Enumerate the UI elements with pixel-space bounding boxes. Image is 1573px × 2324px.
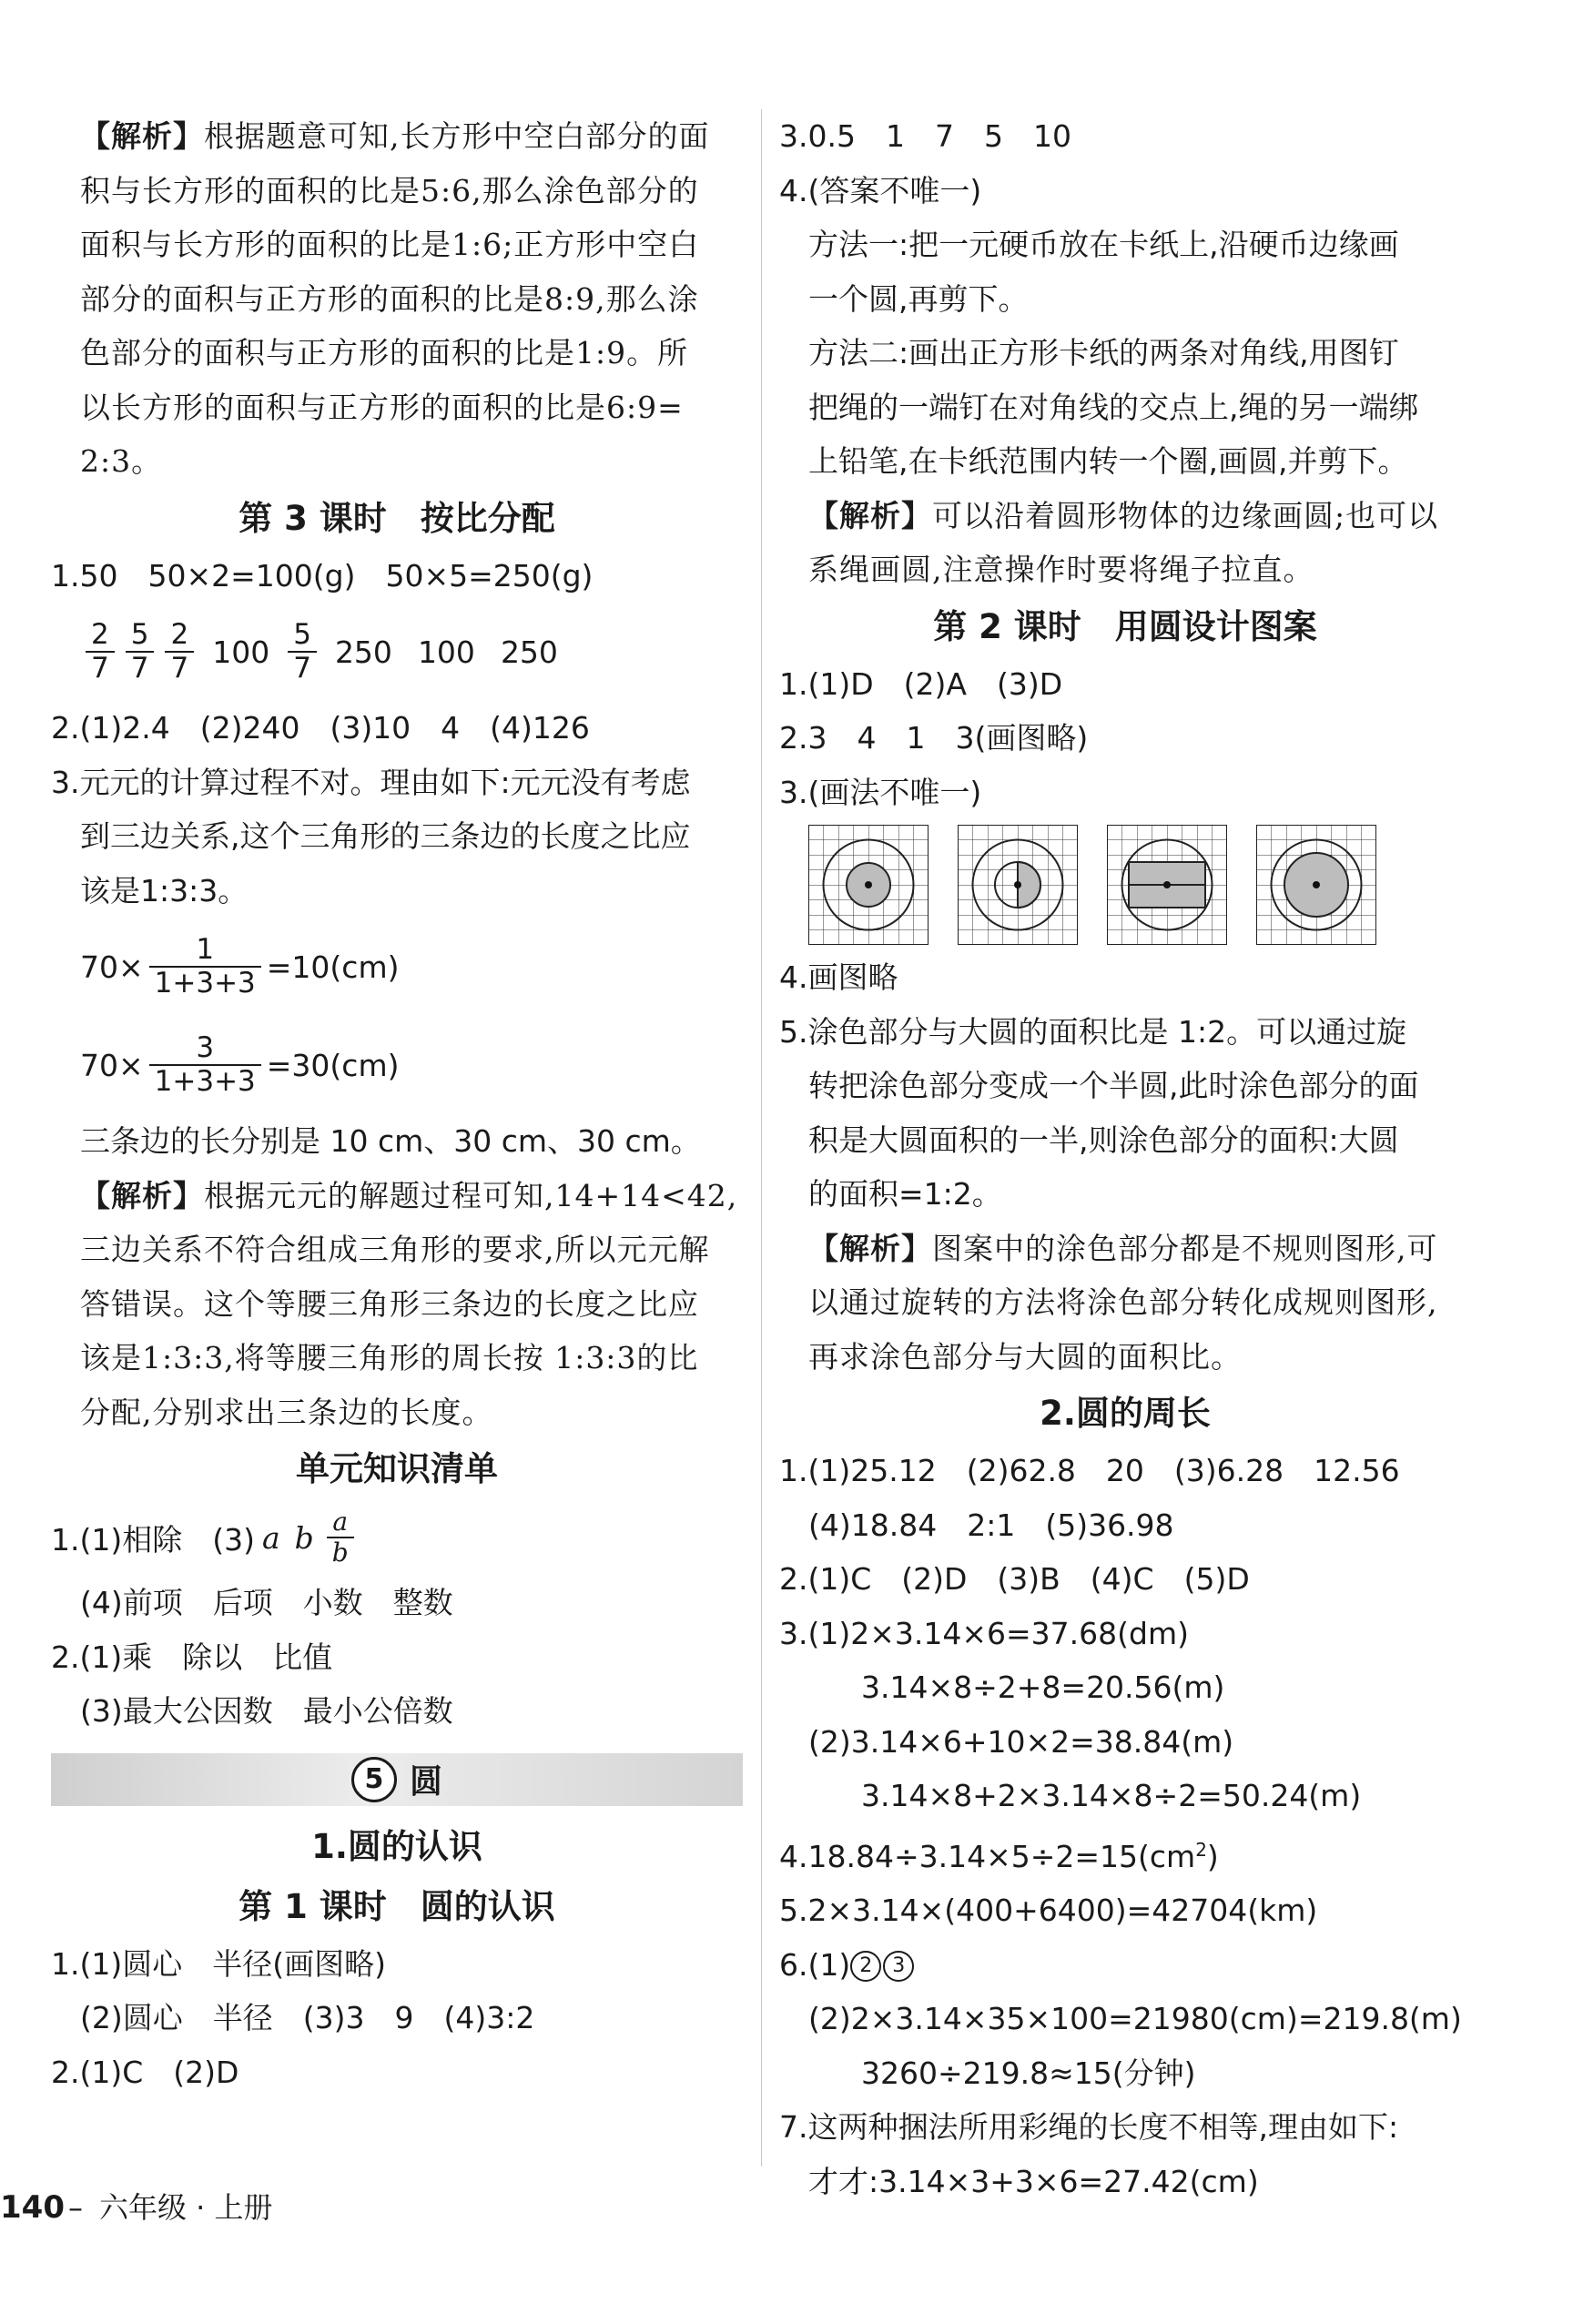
lesson3-title: 第 3 课时 按比分配 bbox=[238, 498, 555, 538]
answer-line: 3.(1)2×3.14×6=37.68(dm) bbox=[779, 1615, 1189, 1651]
answer-line: 方法二:画出正方形卡纸的两条对角线,用图钉 bbox=[808, 335, 1399, 370]
pattern-figure-1 bbox=[808, 825, 929, 945]
analysis-block-4: 【解析】图案中的涂色部分都是不规则图形,可 以通过旋转的方法将涂色部分转化成规则图形, 再求涂色部分与大圆的面积比。 bbox=[808, 1230, 1438, 1375]
answer-line: 把绳的一端钉在对角线的交点上,绳的另一端绑 bbox=[808, 389, 1419, 425]
answer-line: 2.(1)乘 除以 比值 bbox=[51, 1639, 333, 1675]
answer-line: 1.(1)D (2)A (3)D bbox=[779, 665, 1063, 702]
text-line: 色部分的面积与正方形的面积的比是1:9。所 bbox=[80, 335, 689, 370]
calc-line-1: 70× $\frac{1}{1+3+3}$ =10(cm) bbox=[80, 933, 400, 1000]
answer-line: 3.14×8÷2+8=20.56(m) bbox=[861, 1669, 1225, 1705]
answer-line: 1.50 50×2=100(g) 50×5=250(g) bbox=[51, 557, 594, 594]
answer-line: (4)前项 后项 小数 整数 bbox=[80, 1585, 453, 1620]
answer-line: (2)2×3.14×35×100=21980(cm)=219.8(m) bbox=[808, 2001, 1462, 2036]
pattern-figure-3 bbox=[1107, 825, 1227, 945]
answer-line: 三条边的长分别是 10 cm、30 cm、30 cm。 bbox=[80, 1123, 701, 1159]
pattern-figures bbox=[779, 819, 1471, 950]
answer-line: $4.18.84\div 3.14\times 5\div 2=15(cm^2)$ bbox=[779, 1838, 1219, 1874]
answer-line: 3.(画法不唯一) bbox=[779, 774, 982, 810]
text-line: 积与长方形的面积的比是5:6,那么涂色部分的 bbox=[80, 172, 699, 208]
text-line: 部分的面积与正方形的面积的比是8:9,那么涂 bbox=[80, 280, 699, 317]
answer-line: 3260÷219.8≈15(分钟) bbox=[861, 2055, 1196, 2091]
answer-line: (4)18.84 2:1 (5)36.98 bbox=[808, 1507, 1174, 1543]
answer-line: 3.14×8+2×3.14×8÷2=50.24(m) bbox=[861, 1778, 1362, 1813]
chapter-banner bbox=[51, 1753, 743, 1806]
answer-line: (2)圆心 半径 (3)3 9 (4)3:2 bbox=[80, 2000, 535, 2035]
answer-line: 到三边关系,这个三角形的三条边的长度之比应 bbox=[80, 818, 691, 854]
answer-line: 2.(1)C (2)D (3)B (4)C (5)D bbox=[779, 1561, 1250, 1597]
answer-line: (2)3.14×6+10×2=38.84(m) bbox=[808, 1723, 1234, 1760]
right-column bbox=[779, 109, 1471, 2208]
unit-knowledge-title: 单元知识清单 bbox=[296, 1449, 498, 1488]
text-line: 面积与长方形的面积的比是1:6;正方形中空白 bbox=[80, 227, 700, 262]
answer-line: 5.涂色部分与大圆的面积比是 1:2。可以通过旋 bbox=[779, 1013, 1407, 1050]
answer-line: 转把涂色部分变成一个半圆,此时涂色部分的面 bbox=[808, 1068, 1419, 1103]
chapter-number: 5 bbox=[351, 1757, 397, 1802]
answer-line: 6.(1) 2 3 bbox=[779, 1938, 1471, 1993]
left-column bbox=[51, 109, 743, 2099]
answer-line: 2.(1)2.4 (2)240 (3)10 4 (4)126 bbox=[51, 710, 590, 746]
fraction-row: $\frac{2}{7}$ $\frac{5}{7}$ $\frac{2}{7}$ 100 $\frac{5}{7}$ 250 100 250 bbox=[51, 603, 743, 701]
column-divider bbox=[761, 109, 762, 2167]
analysis-label: 【解析】 bbox=[80, 118, 204, 154]
grade-label: 六年级 · 上册 bbox=[98, 2190, 273, 2225]
answer-line: 的面积=1:2。 bbox=[808, 1176, 1002, 1212]
text-line: 2:3。 bbox=[80, 443, 163, 479]
pattern-figure-2 bbox=[958, 825, 1078, 945]
text-line: 以长方形的面积与正方形的面积的比是6:9= bbox=[80, 389, 684, 425]
lesson2-title: 第 2 课时 用圆设计图案 bbox=[933, 606, 1317, 646]
calc-line-2: 70× $\frac{3}{1+3+3}$ =30(cm) bbox=[80, 1031, 400, 1098]
section-title: 2.圆的周长 bbox=[1040, 1394, 1211, 1433]
pattern-figure-4 bbox=[1256, 825, 1376, 945]
answer-line: 2.(1)C (2)D bbox=[51, 2054, 239, 2090]
answer-line: 1.(1)圆心 半径(画图略) bbox=[51, 1945, 386, 1982]
answer-line: 2.3 4 1 3(画图略) bbox=[779, 720, 1089, 756]
section-title: 1.圆的认识 bbox=[311, 1826, 482, 1866]
answer-line: 1.(1)相除 (3) a b $\frac{a}{b}$ bbox=[51, 1499, 743, 1576]
page-footer: 140 – 六年级 · 上册 bbox=[0, 2189, 273, 2226]
answer-line: 方法一:把一元硬币放在卡纸上,沿硬币边缘画 bbox=[808, 227, 1399, 262]
answer-line: 才才:3.14×3+3×6=27.42(cm) bbox=[808, 2163, 1259, 2199]
answer-line: 3.元元的计算过程不对。理由如下:元元没有考虑 bbox=[51, 764, 691, 800]
answer-line: 7.这两种捆法所用彩绳的长度不相等,理由如下: bbox=[779, 2109, 1399, 2145]
page-number: 140 bbox=[0, 2189, 65, 2226]
answer-line: 上铅笔,在卡纸范围内转一个圈,画圆,并剪下。 bbox=[808, 443, 1408, 479]
analysis-block-3: 【解析】可以沿着圆形物体的边缘画圆;也可以 系绳画圆,注意操作时要将绳子拉直。 bbox=[808, 497, 1439, 587]
answer-line: 该是1:3:3。 bbox=[80, 872, 249, 908]
analysis-block-1: 【解析】根据题意可知,长方形中空白部分的面 积与长方形的面积的比是5:6,那么涂色部分的 面积与长方形的面积的比是1:6;正方形中空白 部分的面积与正方形的面积的比是8:9,那么涂 色部分的面积与正方形的面积的比是1:9。所 以长方形的面积与正方形的面积的比是6:9= 2:3。 bbox=[51, 109, 743, 489]
answer-line: 4.(答案不唯一) bbox=[779, 172, 982, 208]
answer-line: 4.画图略 bbox=[779, 959, 898, 995]
answer-line: (3)最大公因数 最小公倍数 bbox=[80, 1693, 453, 1729]
answer-line: 1.(1)25.12 (2)62.8 20 (3)6.28 12.56 bbox=[779, 1453, 1400, 1488]
answer-line: 3.0.5 1 7 5 10 bbox=[779, 118, 1071, 154]
lesson1-title: 第 1 课时 圆的认识 bbox=[238, 1886, 555, 1926]
answer-line: 一个圆,再剪下。 bbox=[808, 280, 1029, 317]
chapter-title: 圆 bbox=[409, 1763, 442, 1801]
answer-line: 积是大圆面积的一半,则涂色部分的面积:大圆 bbox=[808, 1121, 1399, 1158]
answer-line: 5.2×3.14×(400+6400)=42704(km) bbox=[779, 1893, 1318, 1928]
analysis-block-2: 【解析】根据元元的解题过程可知,14+14<42, 三边关系不符合组成三角形的要求,所以元元解 答错误。这个等腰三角形三条边的长度之比应 该是1:3:3,将等腰三角形的周长按 1:3:3的比 分配,分别求出三条边的长度。 bbox=[80, 1177, 738, 1430]
